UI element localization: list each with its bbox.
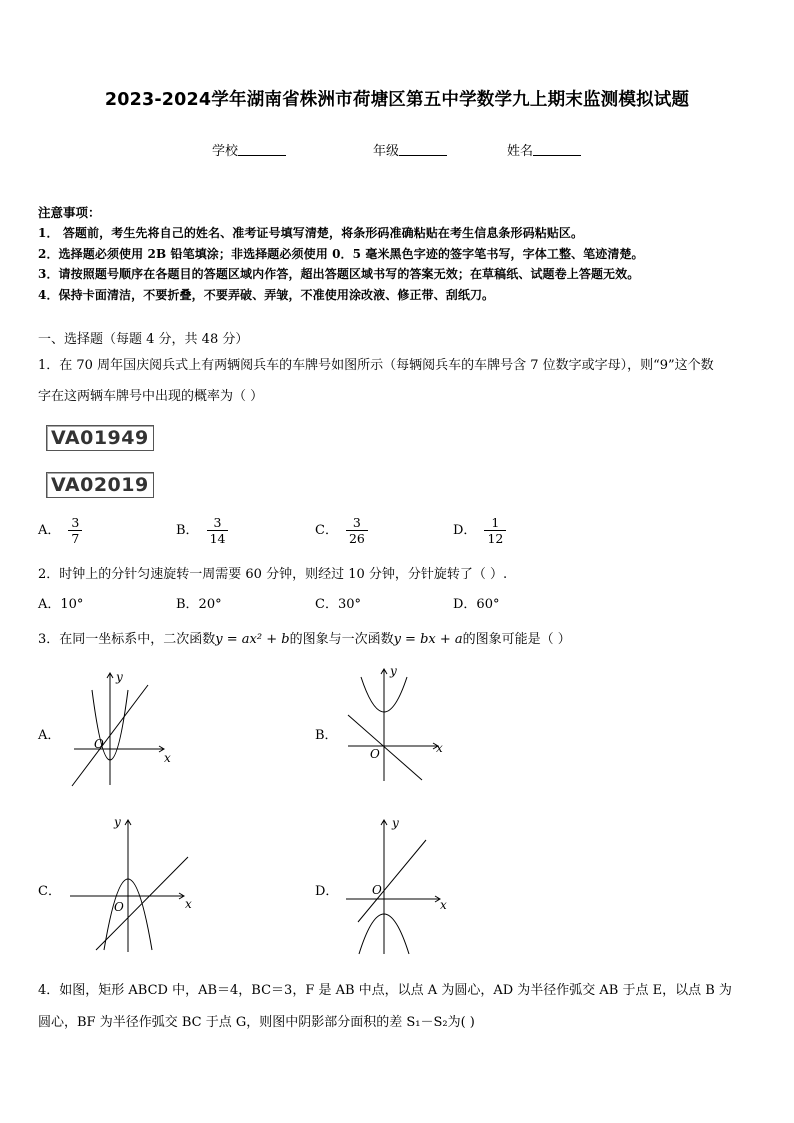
name-blank[interactable] xyxy=(533,143,581,156)
q1-option-a[interactable] xyxy=(38,515,82,546)
school-label: 学校 xyxy=(212,144,239,159)
fraction: $\frac{3}{26}$ xyxy=(346,515,368,546)
q3-prefix: 3．在同一坐标系中，二次函数 xyxy=(38,632,216,647)
name-label: 姓名 xyxy=(507,144,534,159)
note-item-4: 4．保持卡面清洁，不要折叠，不要弄破、弄皱，不准使用涂改液、修正带、刮纸刀。 xyxy=(38,288,495,302)
x-label: x xyxy=(440,898,447,912)
q2-option-c[interactable]: C．30° xyxy=(315,597,361,612)
q3-option-c[interactable]: C． xyxy=(38,884,61,899)
fraction: $\frac{1}{12}$ xyxy=(484,515,506,546)
grade-blank[interactable] xyxy=(399,143,447,156)
y-label: y xyxy=(392,816,399,830)
q1-option-d[interactable] xyxy=(453,515,506,546)
quadratic-formula: y = ax² + b xyxy=(215,632,290,647)
section-heading: 一、选择题（每题 4 分，共 48 分） xyxy=(38,332,249,347)
origin-label: O xyxy=(370,747,380,761)
q3-option-a[interactable]: A． xyxy=(38,728,61,743)
note-item-3: 3．请按照题号顺序在各题目的答题区域内作答，超出答题区域书写的答案无效；在草稿纸、试题卷上答题无效。 xyxy=(38,267,640,281)
q3-middle: 的图象与一次函数 xyxy=(289,632,394,647)
q1-text-line1: 1．在 70 周年国庆阅兵式上有两辆阅兵车的车牌号如图所示（每辆阅兵车的车牌号含 7 位数字或字母），则“9”这个数 xyxy=(38,358,714,373)
x-label: x xyxy=(436,741,443,755)
origin-label: O xyxy=(94,737,104,751)
option-label: B． xyxy=(176,523,199,538)
line xyxy=(348,715,422,780)
license-plate-1: VA01949 xyxy=(46,425,154,451)
origin-label: O xyxy=(114,900,124,914)
y-label: y xyxy=(114,815,121,829)
q2-option-b[interactable]: B．20° xyxy=(176,597,222,612)
y-label: y xyxy=(390,664,397,678)
line xyxy=(96,857,188,950)
graph-c[interactable] xyxy=(64,812,199,957)
page-title: 2023-2024学年湖南省株洲市荷塘区第五中学数学九上期末监测模拟试题 xyxy=(104,90,690,110)
q4-text-line1: 4．如图，矩形 ABCD 中，AB＝4，BC＝3，F 是 AB 中点，以点 A 为圆心，AD 为半径作弧交 AB 于点 E，以点 B 为 xyxy=(38,983,732,998)
x-label: x xyxy=(185,897,192,911)
q3-suffix: 的图象可能是（ ） xyxy=(462,632,571,647)
q2-option-d[interactable]: D．60° xyxy=(453,597,500,612)
graph-d[interactable] xyxy=(340,814,455,959)
q1-text-line2: 字在这两辆车牌号中出现的概率为（ ） xyxy=(38,389,264,404)
q2-option-a[interactable]: A．10° xyxy=(38,597,84,612)
notes-heading: 注意事项： xyxy=(38,205,101,220)
q1-option-c[interactable] xyxy=(315,515,368,546)
note-item-1: 1． 答题前，考生先将自己的姓名、准考证号填写清楚，将条形码准确粘贴在考生信息条形码粘贴区。 xyxy=(38,226,584,240)
option-label: D． xyxy=(453,523,477,538)
q3-option-d[interactable]: D． xyxy=(315,884,339,899)
origin-label: O xyxy=(372,883,382,897)
q4-text-line2: 圆心，BF 为半径作弧交 BC 于点 G，则图中阴影部分面积的差 S₁－S₂为( ) xyxy=(38,1015,475,1030)
x-label: x xyxy=(164,751,171,765)
school-field[interactable] xyxy=(212,140,286,159)
name-field[interactable] xyxy=(507,140,581,159)
q1-option-b[interactable] xyxy=(176,515,228,546)
license-plate-2: VA02019 xyxy=(46,472,154,498)
q3-text xyxy=(38,628,571,647)
line xyxy=(358,840,426,922)
grade-field[interactable] xyxy=(373,140,447,159)
grade-label: 年级 xyxy=(373,144,400,159)
option-label: C． xyxy=(315,523,338,538)
q2-text: 2．时钟上的分针匀速旋转一周需要 60 分钟，则经过 10 分钟，分针旋转了（ ）. xyxy=(38,567,508,582)
y-label: y xyxy=(116,670,123,684)
note-item-2: 2．选择题必须使用 2B 铅笔填涂；非选择题必须使用 0．5 毫米黑色字迹的签字笔书写，字体工整、笔迹清楚。 xyxy=(38,247,644,261)
fraction: $\frac{3}{14}$ xyxy=(207,515,229,546)
graph-a[interactable] xyxy=(66,665,186,795)
school-blank[interactable] xyxy=(238,143,286,156)
graph-b[interactable] xyxy=(340,663,455,793)
fraction: $\frac{3}{7}$ xyxy=(68,515,82,546)
q3-option-b[interactable]: B． xyxy=(315,728,338,743)
option-label: A． xyxy=(38,523,61,538)
linear-formula: y = bx + a xyxy=(393,632,463,647)
